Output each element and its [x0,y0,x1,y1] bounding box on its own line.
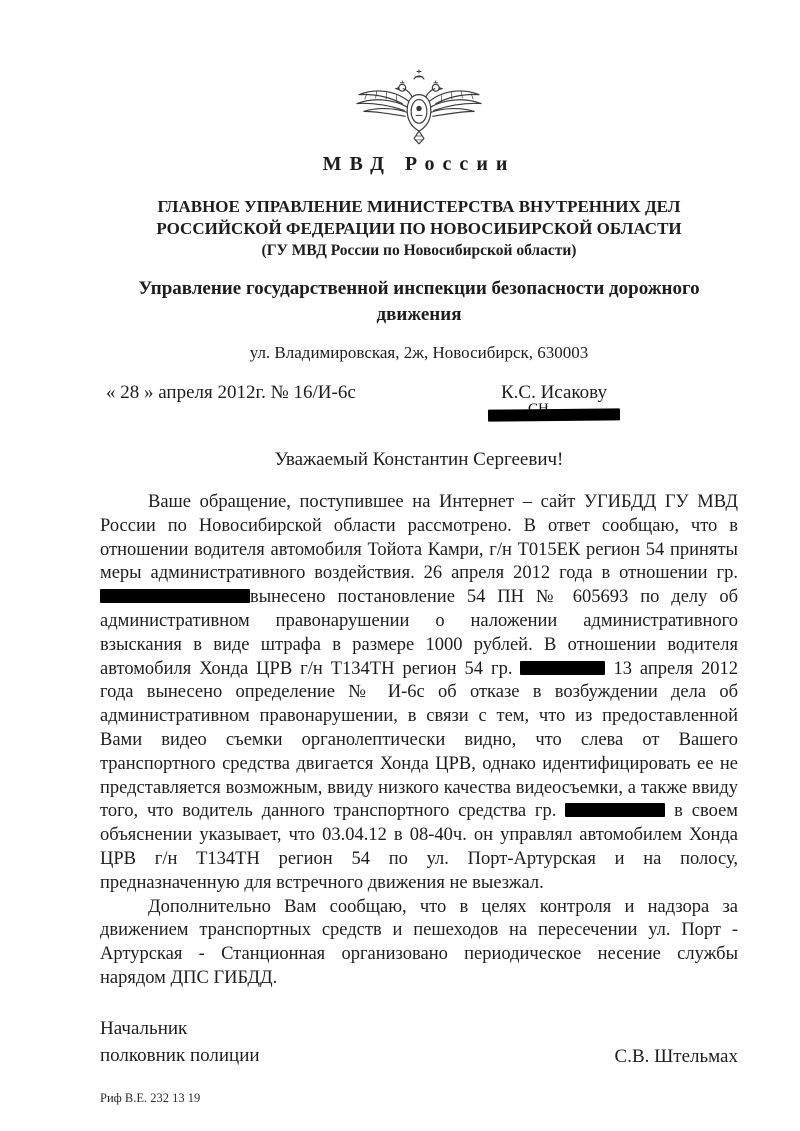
mvd-eagle-emblem-icon [355,133,483,150]
signer-position [100,1015,260,1069]
org-name-line1: ГЛАВНОЕ УПРАВЛЕНИЕ МИНИСТЕРСТВА ВНУТРЕННИХ ДЕЛ [157,197,681,216]
ministry-label: МВД России [322,153,516,175]
letter-body [100,491,738,991]
org-address: ул. Владимировская, 2ж, Новосибирск, 630003 [249,343,589,362]
letterhead [100,62,738,363]
redaction-bar [100,589,250,603]
redaction-fragment [528,402,549,409]
division-title: Управление государственной инспекции безопасности дорожного движения [138,278,700,325]
signer-position-line2: полковник полиции [100,1044,260,1066]
addressee-redaction [488,405,620,422]
signature-block [100,1015,738,1069]
salutation: Уважаемый Константин Сергеевич! [274,449,564,470]
letter-paragraph: Дополнительно Вам сообщаю, что в целях контроля и надзора за движением транспортных средств и пешеходов на пересечении ул. Порт - Артурская - Станционная организовано периодическое несение службы нарядом ДПС ГИБДД. [100,896,738,988]
signer-name: С.В. Штельмах [614,1045,738,1067]
date-and-number: « 28 » апреля 2012г. № 16/И-6с [106,382,356,403]
letter-content [100,0,738,1106]
reference-row [100,382,738,422]
redaction-bar [520,661,605,675]
addressee-block [488,382,620,422]
redaction-bar [488,408,620,421]
addressee-name: К.С. Исакову [500,382,607,403]
org-name-line3: (ГУ МВД России по Новосибирской области) [261,242,577,259]
org-name-line2: РОССИЙСКОЙ ФЕДЕРАЦИИ ПО НОВОСИБИРСКОЙ ОБЛАСТИ [156,219,682,238]
executor-reference: Риф В.Е. 232 13 19 [100,1090,201,1105]
signer-position-line1: Начальник [100,1017,188,1039]
redaction-bar [565,803,665,817]
org-name-block [100,196,738,262]
letter-paragraph: Ваше обращение, поступившее на Интернет – сайт УГИБДД ГУ МВД России по Новосибирской области рассмотрено. В ответ сообщаю, что в отношении водителя автомобиля Тойота Камри, г/н Т015ЕК регион 54 приняты меры административного воздействия. 26 апреля 2012 года в отношении гр. вынесено постановление 54 ПН № 605693 по делу об административном правонарушении о наложении административного взыскания в виде штрафа в размере 1000 рублей. В отношении водителя автомобиля Хонда ЦРВ г/н Т134ТН регион 54 гр. 13 апреля 2012 года вынесено определение № И-6с об отказе в возбуждении дела об административном правонарушении, в связи с тем, что из предоставленной Вами видео съемки органолептически видно, что слева от Вашего транспортного средства двигается Хонда ЦРВ, однако идентифицировать ее не представляется возможным, ввиду низкого качества видеосъемки, а также ввиду того, что водитель данного транспортного средства гр. в своем объяснении указывает, что 03.04.12 в 08-40ч. он управлял автомобилем Хонда ЦРВ г/н Т134ТН регион 54 по ул. Порт-Артурская и на полосу, предназначенную для встречного движения не выезжал. [100,492,738,893]
